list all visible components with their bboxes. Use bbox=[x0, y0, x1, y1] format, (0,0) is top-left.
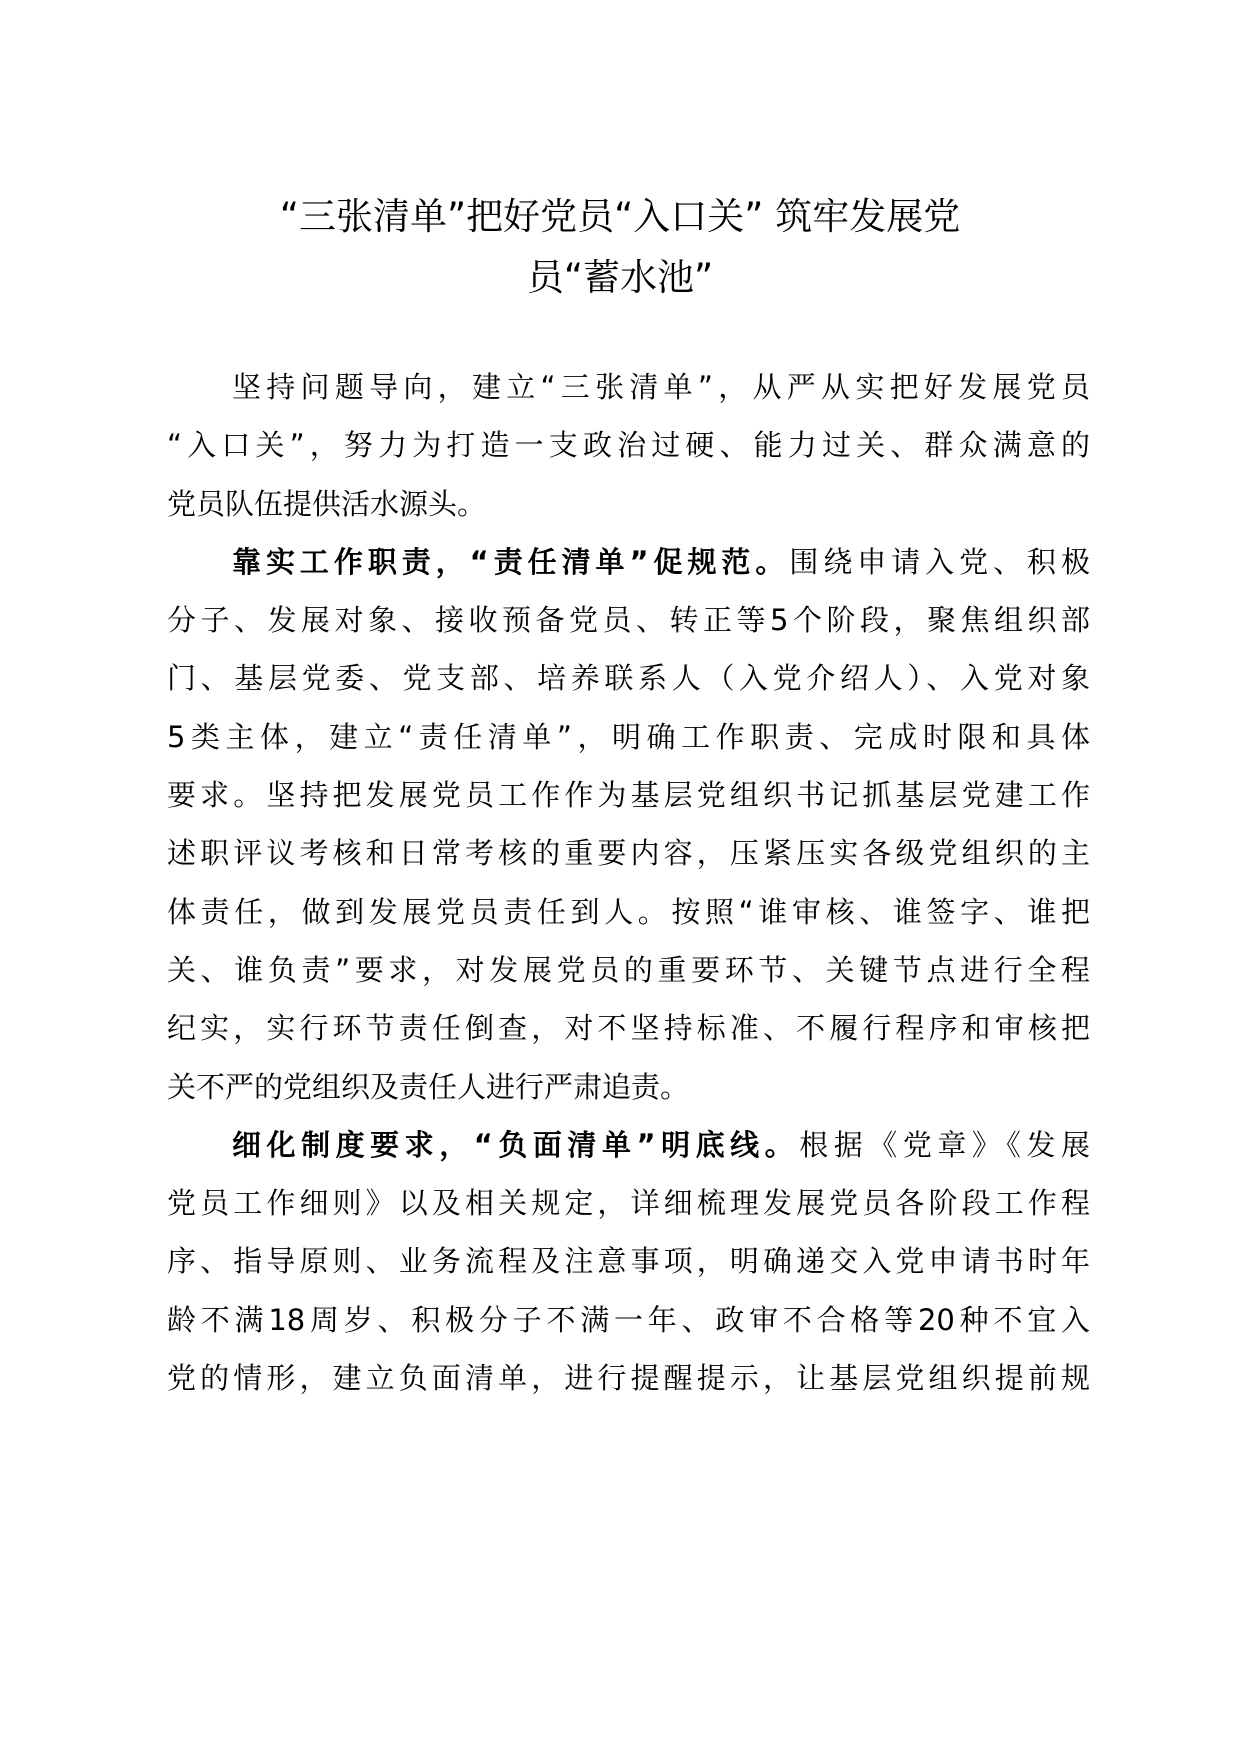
paragraph-lead: 靠实工作职责，“责任清单”促规范。 bbox=[232, 544, 790, 579]
text-run: 根据《党章》《发展 bbox=[799, 1127, 1090, 1162]
text-line bbox=[167, 533, 1090, 591]
document-body bbox=[167, 358, 1090, 1407]
text-line: 门、基层党委、党支部、培养联系人（入党介绍人）、入党对象 bbox=[167, 661, 1090, 696]
text-line: 序、指导原则、业务流程及注意事项，明确递交入党申请书时年 bbox=[167, 1244, 1090, 1279]
text-line bbox=[167, 1116, 1090, 1174]
text-line: 5类主体，建立“责任清单”，明确工作职责、完成时限和具体 bbox=[167, 719, 1090, 754]
text-line: 关不严的党组织及责任人进行严肃追责。 bbox=[167, 1069, 690, 1104]
text-line: 体责任，做到发展党员责任到人。按照“谁审核、谁签字、谁把 bbox=[167, 894, 1090, 929]
text-line: 坚持问题导向，建立“三张清单”，从严从实把好发展党员 bbox=[232, 370, 1090, 404]
paragraph-negative-list bbox=[167, 1116, 1090, 1407]
title-line: 员“蓄水池” bbox=[526, 256, 714, 299]
text-line: 党的情形，建立负面清单，进行提醒提示，让基层党组织提前规 bbox=[167, 1361, 1090, 1396]
text-line: 党员队伍提供活水源头。 bbox=[167, 486, 487, 521]
text-run: 围绕申请入党、积极 bbox=[789, 544, 1090, 579]
text-line: 关、谁负责”要求，对发展党员的重要环节、关键节点进行全程 bbox=[167, 952, 1090, 987]
paragraph-intro bbox=[167, 358, 1090, 533]
document-title bbox=[150, 186, 1090, 308]
paragraph-lead: 细化制度要求，“负面清单”明底线。 bbox=[232, 1127, 800, 1162]
text-line: 党员工作细则》以及相关规定，详细梳理发展党员各阶段工作程 bbox=[167, 1186, 1090, 1221]
text-line: 分子、发展对象、接收预备党员、转正等5个阶段，聚焦组织部 bbox=[167, 603, 1090, 638]
paragraph-responsibility-list bbox=[167, 533, 1090, 1116]
title-line: “三张清单”把好党员“入口关” 筑牢发展党 bbox=[279, 195, 961, 238]
text-line: 要求。坚持把发展党员工作作为基层党组织书记抓基层党建工作 bbox=[167, 778, 1090, 813]
text-line: 纪实，实行环节责任倒查，对不坚持标准、不履行程序和审核把 bbox=[167, 1011, 1090, 1046]
text-line: 龄不满18周岁、积极分子不满一年、政审不合格等20种不宜入 bbox=[167, 1302, 1090, 1337]
text-line: 述职评议考核和日常考核的重要内容，压紧压实各级党组织的主 bbox=[167, 836, 1090, 871]
text-line: “入口关”，努力为打造一支政治过硬、能力过关、群众满意的 bbox=[167, 428, 1090, 463]
